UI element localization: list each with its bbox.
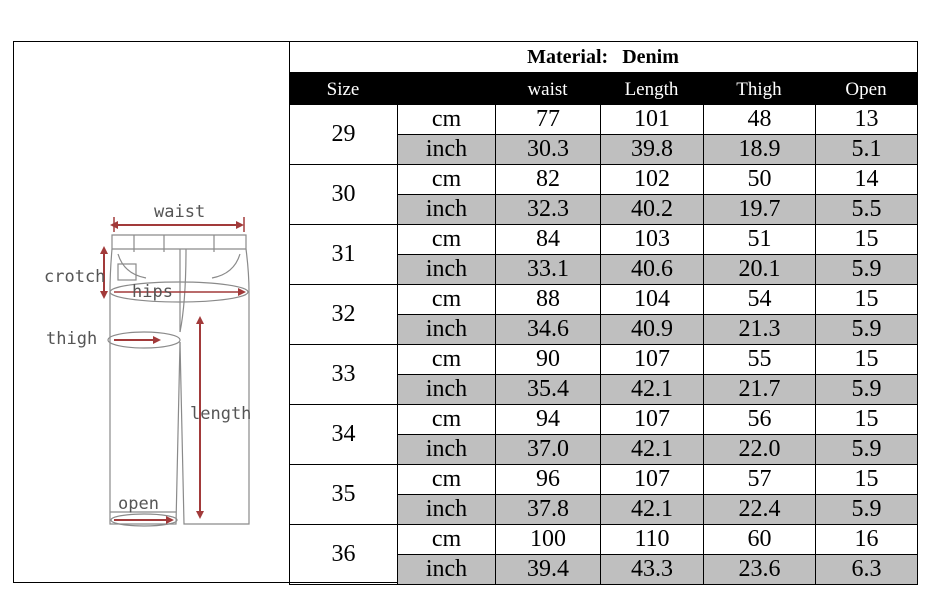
table-row-cm bbox=[290, 285, 918, 315]
table-row-cm bbox=[290, 225, 918, 255]
inch-value-cell: 42.1 bbox=[601, 435, 704, 465]
material-title bbox=[289, 42, 917, 72]
jeans-diagram-svg bbox=[14, 42, 289, 582]
cm-value-cell: 15 bbox=[816, 405, 918, 435]
unit-inch-cell: inch bbox=[398, 555, 496, 585]
size-cell: 29 bbox=[290, 105, 398, 165]
cm-value-cell: 103 bbox=[601, 225, 704, 255]
inch-value-cell: 40.2 bbox=[601, 195, 704, 225]
cm-value-cell: 48 bbox=[704, 105, 816, 135]
inch-value-cell: 32.3 bbox=[496, 195, 601, 225]
cm-value-cell: 104 bbox=[601, 285, 704, 315]
cm-value-cell: 96 bbox=[496, 465, 601, 495]
thigh-label: thigh bbox=[46, 329, 98, 349]
inch-value-cell: 5.9 bbox=[816, 435, 918, 465]
unit-cm-cell: cm bbox=[398, 345, 496, 375]
inch-value-cell: 19.7 bbox=[704, 195, 816, 225]
cm-value-cell: 101 bbox=[601, 105, 704, 135]
material-label: Material: bbox=[527, 45, 609, 68]
inch-value-cell: 42.1 bbox=[601, 495, 704, 525]
inch-value-cell: 20.1 bbox=[704, 255, 816, 285]
cm-value-cell: 60 bbox=[704, 525, 816, 555]
unit-cm-cell: cm bbox=[398, 525, 496, 555]
cm-value-cell: 57 bbox=[704, 465, 816, 495]
cm-value-cell: 14 bbox=[816, 165, 918, 195]
inch-value-cell: 5.5 bbox=[816, 195, 918, 225]
header-length: Length bbox=[624, 79, 679, 100]
table-row-cm bbox=[290, 405, 918, 435]
unit-inch-cell: inch bbox=[398, 435, 496, 465]
table-header bbox=[289, 72, 917, 104]
cm-value-cell: 110 bbox=[601, 525, 704, 555]
waist-label: waist bbox=[154, 202, 206, 222]
inch-value-cell: 22.0 bbox=[704, 435, 816, 465]
table-row-cm bbox=[290, 105, 918, 135]
open-label: open bbox=[118, 494, 159, 514]
jeans-measurement-diagram bbox=[14, 42, 290, 582]
inch-value-cell: 34.6 bbox=[496, 315, 601, 345]
inch-value-cell: 33.1 bbox=[496, 255, 601, 285]
cm-value-cell: 56 bbox=[704, 405, 816, 435]
unit-inch-cell: inch bbox=[398, 375, 496, 405]
measure-arrows bbox=[104, 217, 244, 520]
cm-value-cell: 107 bbox=[601, 405, 704, 435]
size-table-body bbox=[290, 105, 918, 585]
unit-inch-cell: inch bbox=[398, 195, 496, 225]
inch-value-cell: 18.9 bbox=[704, 135, 816, 165]
cm-value-cell: 54 bbox=[704, 285, 816, 315]
cm-value-cell: 15 bbox=[816, 225, 918, 255]
crotch-label: crotch bbox=[44, 267, 106, 287]
unit-cm-cell: cm bbox=[398, 225, 496, 255]
cm-value-cell: 102 bbox=[601, 165, 704, 195]
unit-inch-cell: inch bbox=[398, 135, 496, 165]
unit-cm-cell: cm bbox=[398, 405, 496, 435]
material-value: Denim bbox=[622, 45, 679, 68]
table-row-cm bbox=[290, 465, 918, 495]
cm-value-cell: 15 bbox=[816, 285, 918, 315]
inch-value-cell: 5.9 bbox=[816, 375, 918, 405]
size-cell: 33 bbox=[290, 345, 398, 405]
cm-value-cell: 100 bbox=[496, 525, 601, 555]
header-open: Open bbox=[845, 79, 887, 100]
size-cell: 30 bbox=[290, 165, 398, 225]
table-row-cm bbox=[290, 165, 918, 195]
inch-value-cell: 43.3 bbox=[601, 555, 704, 585]
unit-cm-cell: cm bbox=[398, 165, 496, 195]
cm-value-cell: 13 bbox=[816, 105, 918, 135]
cm-value-cell: 107 bbox=[601, 345, 704, 375]
inch-value-cell: 5.9 bbox=[816, 315, 918, 345]
unit-cm-cell: cm bbox=[398, 105, 496, 135]
cm-value-cell: 51 bbox=[704, 225, 816, 255]
size-chart bbox=[289, 42, 917, 582]
length-label: length bbox=[190, 404, 252, 424]
inch-value-cell: 37.0 bbox=[496, 435, 601, 465]
cm-value-cell: 16 bbox=[816, 525, 918, 555]
inch-value-cell: 35.4 bbox=[496, 375, 601, 405]
cm-value-cell: 107 bbox=[601, 465, 704, 495]
cm-value-cell: 94 bbox=[496, 405, 601, 435]
hips-label: hips bbox=[132, 282, 173, 302]
inch-value-cell: 5.9 bbox=[816, 495, 918, 525]
cm-value-cell: 90 bbox=[496, 345, 601, 375]
inch-value-cell: 22.4 bbox=[704, 495, 816, 525]
cm-value-cell: 55 bbox=[704, 345, 816, 375]
inch-value-cell: 5.9 bbox=[816, 255, 918, 285]
inch-value-cell: 39.4 bbox=[496, 555, 601, 585]
size-chart-frame bbox=[13, 41, 918, 583]
size-cell: 31 bbox=[290, 225, 398, 285]
cm-value-cell: 88 bbox=[496, 285, 601, 315]
cm-value-cell: 15 bbox=[816, 465, 918, 495]
cm-value-cell: 82 bbox=[496, 165, 601, 195]
cm-value-cell: 50 bbox=[704, 165, 816, 195]
inch-value-cell: 21.3 bbox=[704, 315, 816, 345]
unit-inch-cell: inch bbox=[398, 495, 496, 525]
unit-cm-cell: cm bbox=[398, 285, 496, 315]
table-row-cm bbox=[290, 525, 918, 555]
inch-value-cell: 6.3 bbox=[816, 555, 918, 585]
inch-value-cell: 37.8 bbox=[496, 495, 601, 525]
unit-inch-cell: inch bbox=[398, 315, 496, 345]
unit-cm-cell: cm bbox=[398, 465, 496, 495]
jeans-outline bbox=[108, 235, 252, 526]
size-cell: 36 bbox=[290, 525, 398, 585]
size-cell: 35 bbox=[290, 465, 398, 525]
cm-value-cell: 84 bbox=[496, 225, 601, 255]
inch-value-cell: 21.7 bbox=[704, 375, 816, 405]
header-size: Size bbox=[326, 79, 360, 100]
inch-value-cell: 30.3 bbox=[496, 135, 601, 165]
inch-value-cell: 23.6 bbox=[704, 555, 816, 585]
size-table bbox=[289, 104, 918, 585]
size-cell: 32 bbox=[290, 285, 398, 345]
header-thigh: Thigh bbox=[736, 79, 782, 100]
inch-value-cell: 39.8 bbox=[601, 135, 704, 165]
size-cell: 34 bbox=[290, 405, 398, 465]
inch-value-cell: 42.1 bbox=[601, 375, 704, 405]
cm-value-cell: 77 bbox=[496, 105, 601, 135]
cm-value-cell: 15 bbox=[816, 345, 918, 375]
inch-value-cell: 40.6 bbox=[601, 255, 704, 285]
inch-value-cell: 40.9 bbox=[601, 315, 704, 345]
header-waist: waist bbox=[527, 79, 568, 100]
inch-value-cell: 5.1 bbox=[816, 135, 918, 165]
table-row-cm bbox=[290, 345, 918, 375]
unit-inch-cell: inch bbox=[398, 255, 496, 285]
